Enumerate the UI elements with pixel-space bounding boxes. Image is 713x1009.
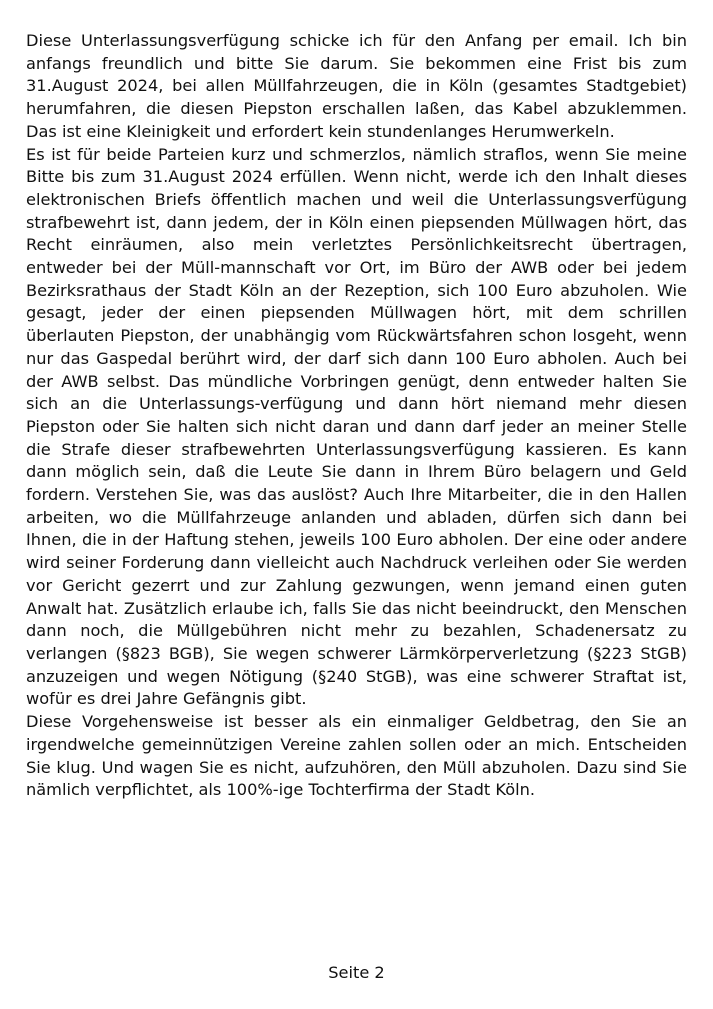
paragraph-3: Diese Vorgehensweise ist besser als ein einmaliger Geldbetrag, den Sie an irgendwelche gemeinnützigen Vereine zahlen sollen oder an mich. Entscheiden Sie klug. Und wagen Sie es nicht, aufzuhören, den Müll abzuholen. Dazu sind Sie nämlich verpflichtet, als 100%-ige Tochterfirma der Stadt Köln. bbox=[26, 712, 687, 800]
page-number: Seite 2 bbox=[328, 963, 385, 982]
paragraph-2: Es ist für beide Parteien kurz und schmerzlos, nämlich straflos, wenn Sie meine Bitte bis zum 31.August 2024 erfüllen. Wenn nicht, werde ich den Inhalt dieses elektronischen Briefs öffentlich machen und weil die Unterlassungsverfügung strafbewehrt ist, dann jedem, der in Köln einen piepsenden Müllwagen hört, das Recht einräumen, also mein verletztes Persönlichkeitsrecht übertragen, entweder bei der Müll-mannschaft vor Ort, im Büro der AWB oder bei jedem Bezirksrathaus der Stadt Köln an der Rezeption, sich 100 Euro abzuholen. Wie gesagt, jeder der einen piepsenden Müllwagen hört, mit dem schrillen überlauten Piepston, der unabhängig vom Rückwärtsfahren schon losgeht, wenn nur das Gaspedal berührt wird, der darf sich dann 100 Euro abholen. Auch bei der AWB selbst. Das mündliche Vorbringen genügt, denn entweder halten Sie sich an die Unterlassungs-verfügung und dann hört niemand mehr diesen Piepston oder Sie halten sich nicht daran und dann darf jeder an meiner Stelle die Strafe dieser strafbewehrten Unterlassungsverfügung kassieren. Es kann dann möglich sein, daß die Leute Sie dann in Ihrem Büro belagern und Geld fordern. Verstehen Sie, was das auslöst? Auch Ihre Mitarbeiter, die in den Hallen arbeiten, wo die Müllfahrzeuge anlanden und abladen, dürfen sich dann bei Ihnen, die in der Haftung stehen, jeweils 100 Euro abholen. Der eine oder andere wird seiner Forderung dann vielleicht auch Nachdruck verleihen oder Sie werden vor Gericht gezerrt und zur Zahlung gezwungen, wenn jemand einen guten Anwalt hat. Zusätzlich erlaube ich, falls Sie das nicht beeindruckt, den Menschen dann noch, die Müllgebühren nicht mehr zu bezahlen, Schadenersatz zu verlangen (§823 BGB), Sie wegen schwerer Lärmkörperverletzung (§223 StGB) anzuzeigen und wegen Nötigung (§240 StGB), was eine schwerer Straftat ist, wofür es drei Jahre Gefängnis gibt. bbox=[26, 144, 687, 709]
document-body bbox=[26, 30, 687, 802]
paragraph-1: Diese Unterlassungsverfügung schicke ich für den Anfang per email. Ich bin anfangs freundlich und bitte Sie darum. Sie bekommen eine Frist bis zum 31.August 2024, bei allen Müllfahrzeugen, die in Köln (gesamtes Stadtgebiet) herumfahren, die diesen Piepston erschallen laßen, das Kabel abzuklemmen. Das ist eine Kleinigkeit und erfordert kein stundenlanges Herumwerkeln. bbox=[26, 31, 687, 141]
